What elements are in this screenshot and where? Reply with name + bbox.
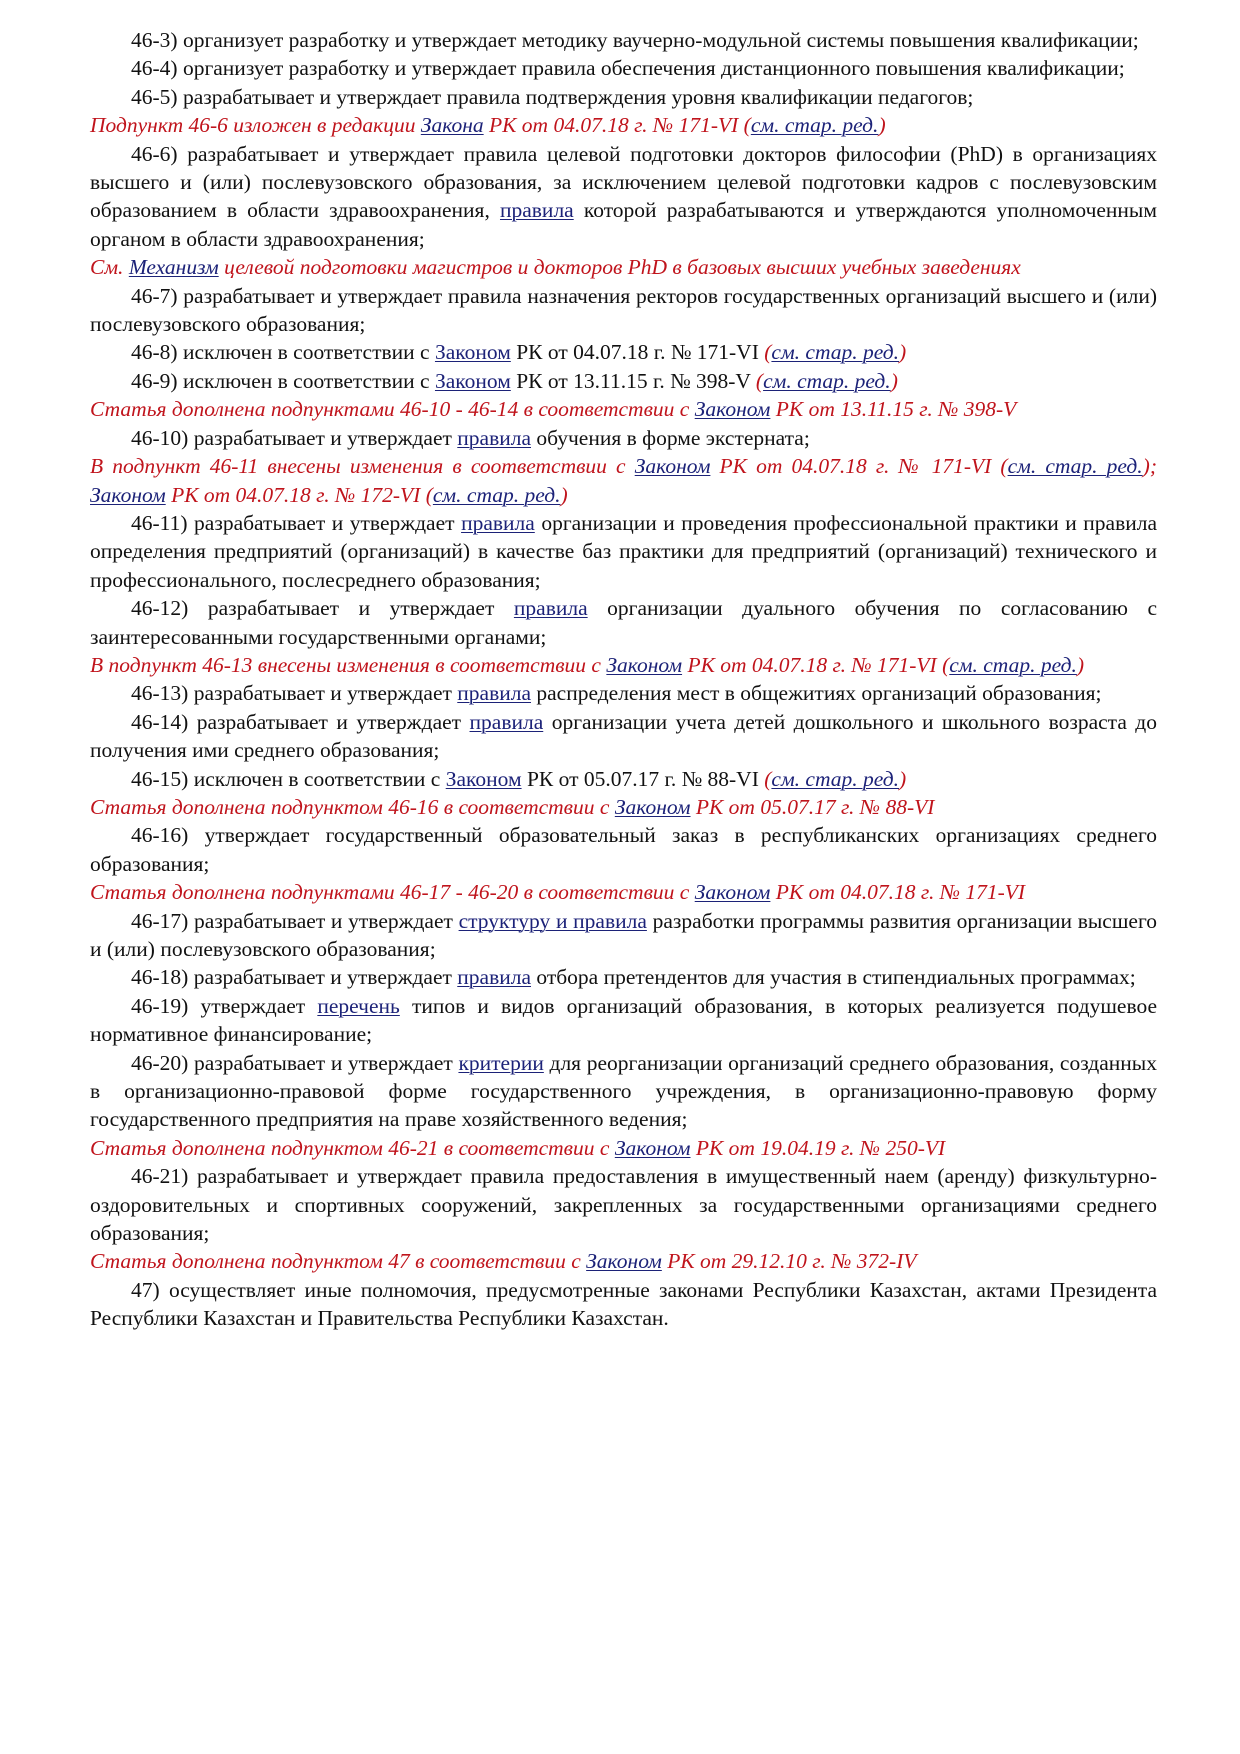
- law-reference-link[interactable]: Законом: [434, 368, 511, 393]
- text-run: 46-3) организует разработку и утверждает методику ваучерно-модульной системы повышения квалификации;: [131, 28, 1139, 52]
- note-bracket: ): [899, 340, 907, 365]
- law-reference-link[interactable]: см. стар. ред.: [432, 482, 561, 507]
- law-reference-link[interactable]: Законом: [586, 1249, 662, 1274]
- text-run: РК от 04.07.18 г. № 171-VI (: [710, 454, 1008, 479]
- law-reference-link[interactable]: правила: [457, 681, 531, 706]
- law-reference-link[interactable]: см. стар. ред.: [949, 652, 1077, 677]
- law-reference-link[interactable]: см. стар. ред.: [1007, 454, 1143, 479]
- subparagraph: [90, 83, 1157, 111]
- text-run: 46-12) разрабатывает и утверждает: [131, 596, 514, 621]
- text-run: ): [1076, 652, 1085, 677]
- law-reference-link[interactable]: Законом: [614, 1135, 691, 1160]
- text-run: ): [560, 482, 568, 507]
- text-run: Статья дополнена подпунктом 47 в соответствии с: [90, 1249, 587, 1274]
- law-reference-link[interactable]: Законом: [634, 454, 711, 479]
- text-run: 46-19) утверждает: [131, 993, 318, 1018]
- law-reference-link[interactable]: правила: [461, 510, 535, 535]
- subparagraph: [90, 367, 1157, 395]
- amendment-note: [90, 253, 1157, 281]
- subparagraph: [90, 26, 1157, 54]
- subparagraph: [90, 1162, 1157, 1247]
- note-bracket: ): [899, 766, 907, 791]
- law-reference-link[interactable]: Законом: [606, 652, 683, 677]
- text-run: РК от 04.07.18 г. № 171-VI: [510, 340, 765, 365]
- text-run: 46-5) разрабатывает и утверждает правила подтверждения уровня квалификации педагогов;: [131, 84, 974, 109]
- text-run: разработки программы развития организации высшего и (или) послевузовского образования;: [90, 908, 1157, 961]
- subparagraph: [90, 338, 1157, 366]
- text-run: РК от 05.07.17 г. № 88-VI: [690, 794, 935, 819]
- text-run: Статья дополнена подпунктами 46-17 - 46-20 в соответствии с: [90, 880, 695, 905]
- law-reference-link[interactable]: Законом: [90, 482, 166, 507]
- text-run: ): [878, 113, 886, 138]
- law-reference-link[interactable]: Законом: [445, 766, 522, 791]
- law-reference-link[interactable]: правила: [457, 965, 531, 990]
- amendment-note: [90, 793, 1157, 821]
- text-run: РК от 29.12.10 г. № 372-IV: [661, 1249, 917, 1274]
- law-reference-link[interactable]: Законом: [614, 794, 691, 819]
- law-reference-link[interactable]: правила: [499, 198, 574, 223]
- subparagraph: [90, 1276, 1157, 1333]
- text-run: РК от 04.07.18 г. № 171-VI: [770, 880, 1026, 905]
- text-run: РК от 04.07.18 г. № 172-VI (: [165, 482, 433, 507]
- text-run: См.: [90, 255, 129, 280]
- subparagraph: [90, 282, 1157, 339]
- text-run: Подпункт 46-6 изложен в редакции: [90, 113, 421, 138]
- text-run: 46-15) исключен в соответствии с: [131, 766, 446, 791]
- law-reference-link[interactable]: перечень: [317, 993, 400, 1018]
- text-run: 46-14) разрабатывает и утверждает: [131, 709, 470, 734]
- amendment-note: [90, 111, 1157, 139]
- text-run: целевой подготовки магистров и докторов PhD в базовых высших учебных заведениях: [218, 255, 1021, 280]
- subparagraph: [90, 424, 1157, 452]
- text-run: РК от 13.11.15 г. № 398-V: [510, 368, 756, 393]
- text-run: В подпункт 46-13 внесены изменения в соответствии с: [90, 652, 607, 677]
- law-reference-link[interactable]: см. стар. ред.: [763, 368, 891, 393]
- text-run: );: [1142, 454, 1157, 479]
- text-run: 46-13) разрабатывает и утверждает: [131, 681, 458, 706]
- text-run: отбора претендентов для участия в стипендиальных программах;: [531, 965, 1136, 990]
- text-run: РК от 04.07.18 г. № 171-VI (: [483, 113, 751, 138]
- text-run: 46-8) исключен в соответствии с: [131, 340, 435, 365]
- text-run: 46-10) разрабатывает и утверждает: [131, 425, 458, 450]
- note-bracket: (: [755, 368, 764, 393]
- text-run: 46-18) разрабатывает и утверждает: [131, 965, 458, 990]
- text-run: организации и проведения профессиональной практики и правила определения предприятий (организаций) в качестве баз практики для предприятий (организаций) технического и профессионального, послесреднего образования;: [90, 510, 1157, 592]
- text-run: распределения мест в общежитиях организаций образования;: [531, 681, 1102, 706]
- subparagraph: [90, 907, 1157, 964]
- amendment-note: [90, 1247, 1157, 1275]
- text-run: 46-21) разрабатывает и утверждает правила предоставления в имущественный наем (аренду) физкультурно-оздоровительных и спортивных сооружений, закрепленных за государственными организациями среднего образования;: [90, 1164, 1157, 1246]
- text-run: 47) осуществляет иные полномочия, предусмотренные законами Республики Казахстан, актами Президента Республики Казахстан и Правительства Республики Казахстан.: [90, 1277, 1157, 1331]
- subparagraph: [90, 140, 1157, 254]
- amendment-note: [90, 1134, 1157, 1162]
- law-reference-link[interactable]: критерии: [458, 1050, 544, 1075]
- law-reference-link[interactable]: структуру и правила: [458, 908, 647, 933]
- amendment-note: [90, 878, 1157, 906]
- subparagraph: [90, 992, 1157, 1049]
- subparagraph: [90, 679, 1157, 707]
- text-run: которой разрабатываются и утверждаются уполномоченным органом в области здравоохранения;: [90, 198, 1157, 251]
- text-run: Статья дополнена подпунктом 46-21 в соответствии с: [90, 1135, 615, 1160]
- text-run: В подпункт 46-11 внесены изменения в соответствии с: [90, 454, 635, 479]
- document-page: [90, 26, 1157, 1333]
- subparagraph: [90, 509, 1157, 594]
- text-run: 46-16) утверждает государственный образовательный заказ в республиканских организациях среднего образования;: [90, 823, 1157, 876]
- text-run: Статья дополнена подпунктом 46-16 в соответствии с: [90, 794, 615, 819]
- subparagraph: [90, 54, 1157, 82]
- law-reference-link[interactable]: Законом: [694, 397, 771, 422]
- law-reference-link[interactable]: Законом: [694, 880, 771, 905]
- text-run: РК от 13.11.15 г. № 398-V: [770, 397, 1017, 422]
- text-run: для реорганизации организаций среднего образования, созданных в организационно-правовой форме государственного учреждения, в организационно-правовую форму государственного предприятия на праве хозяйственного ведения;: [90, 1050, 1157, 1132]
- text-run: организации учета детей дошкольного и школьного возраста до получения ими среднего образования;: [90, 709, 1157, 763]
- text-run: типов и видов организаций образования, в которых реализуется подушевое нормативное финансирование;: [90, 993, 1158, 1047]
- text-run: 46-9) исключен в соответствии с: [131, 368, 435, 393]
- text-run: РК от 19.04.19 г. № 250-VI: [690, 1135, 946, 1160]
- law-reference-link[interactable]: правила: [457, 425, 531, 450]
- text-run: 46-7) разрабатывает и утверждает правила назначения ректоров государственных организаций высшего и (или) послевузовского образования;: [90, 283, 1157, 337]
- text-run: РК от 04.07.18 г. № 171-VI (: [682, 652, 950, 677]
- text-run: 46-20) разрабатывает и утверждает: [131, 1050, 459, 1075]
- text-run: 46-6) разрабатывает и утверждает правила целевой подготовки докторов философии (PhD) в организациях высшего и (или) послевузовского образования, за исключением целевой подготовки кадров с послевузовским образованием в области здравоохранения,: [90, 141, 1157, 223]
- law-reference-link[interactable]: см. стар. ред.: [750, 113, 879, 138]
- text-run: 46-17) разрабатывает и утверждает: [131, 908, 459, 933]
- subparagraph: [90, 1049, 1157, 1134]
- text-run: Статья дополнена подпунктами 46-10 - 46-14 в соответствии с: [90, 397, 695, 422]
- text-run: обучения в форме экстерната;: [531, 425, 810, 450]
- law-reference-link[interactable]: Механизм: [128, 255, 219, 280]
- law-reference-link[interactable]: Законом: [434, 340, 511, 365]
- law-reference-link[interactable]: Закона: [420, 113, 484, 138]
- subparagraph: [90, 765, 1157, 793]
- law-reference-link[interactable]: см. стар. ред.: [771, 340, 900, 365]
- text-run: 46-11) разрабатывает и утверждает: [131, 510, 462, 535]
- note-bracket: (: [764, 766, 772, 791]
- law-reference-link[interactable]: правила: [469, 709, 544, 734]
- note-bracket: ): [890, 368, 898, 393]
- text-run: 46-4) организует разработку и утверждает правила обеспечения дистанционного повышения квалификации;: [131, 56, 1125, 81]
- text-run: РК от 05.07.17 г. № 88-VI: [521, 766, 765, 791]
- law-reference-link[interactable]: см. стар. ред.: [771, 766, 900, 791]
- subparagraph: [90, 594, 1157, 651]
- law-reference-link[interactable]: правила: [513, 596, 588, 621]
- amendment-note: [90, 452, 1157, 509]
- text-run: организации дуального обучения по согласованию с заинтересованными государственными органами;: [90, 596, 1157, 649]
- note-bracket: (: [764, 340, 772, 365]
- subparagraph: [90, 708, 1157, 765]
- amendment-note: [90, 395, 1157, 423]
- subparagraph: [90, 821, 1157, 878]
- subparagraph: [90, 963, 1157, 991]
- amendment-note: [90, 651, 1157, 679]
